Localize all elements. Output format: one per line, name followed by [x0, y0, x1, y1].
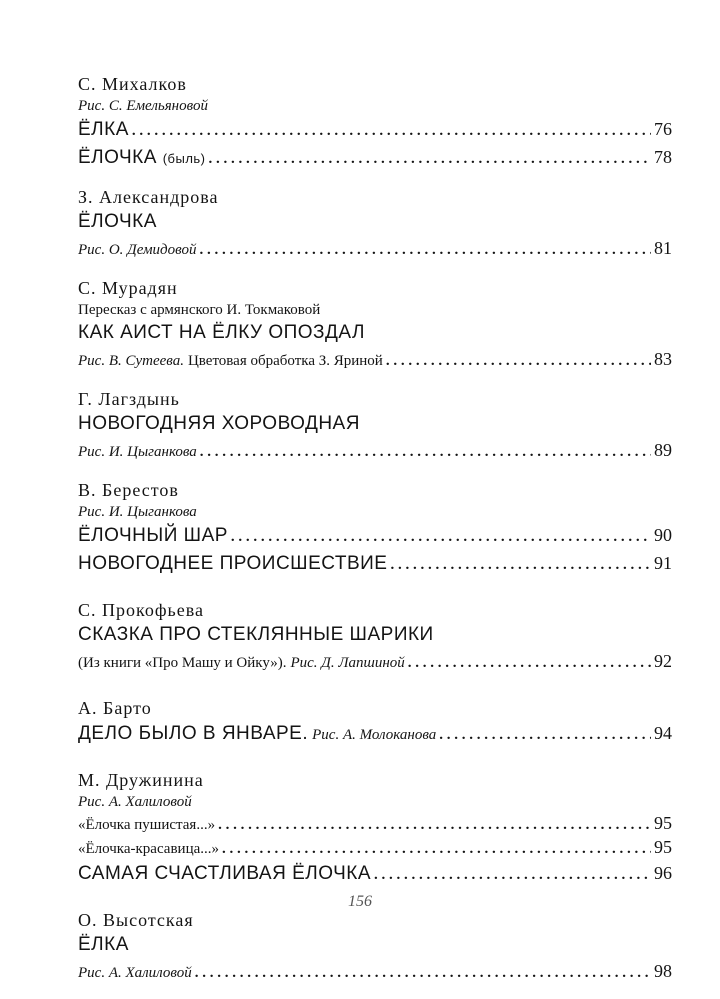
page-number: 156: [348, 893, 372, 910]
translation-note: Пересказ с армянского И. Токмаковой: [78, 302, 321, 318]
page-ref: 94: [654, 723, 672, 743]
dot-leader: [408, 650, 651, 676]
entry-title: САМАЯ СЧАСТЛИВАЯ ЁЛОЧКА: [78, 863, 372, 884]
entry-title: ЁЛОЧНЫЙ ШАР: [78, 525, 228, 546]
dot-leader: [374, 862, 651, 888]
author-name: М. Дружинина: [78, 770, 204, 790]
entry-title: [78, 145, 206, 172]
illustrator-credit: Рис. И. Цыганкова: [78, 504, 197, 520]
toc-section: [78, 72, 672, 172]
entry-title: КАК АИСТ НА ЁЛКУ ОПОЗДАЛ: [78, 322, 365, 343]
credit-line: [78, 650, 405, 676]
page-ref: 95: [654, 837, 672, 857]
author-name: С. Мурадян: [78, 278, 178, 298]
color-credit: Цветовая обработка З. Яриной: [187, 353, 383, 369]
author-name: А. Барто: [78, 698, 152, 718]
illustrator-credit: Рис. О. Демидовой: [78, 242, 197, 258]
illustrator-credit: Рис. Д. Лапшиной: [290, 655, 405, 671]
author-name: С. Михалков: [78, 74, 187, 94]
author-name: Г. Лагздынь: [78, 389, 180, 409]
dot-leader: [439, 722, 651, 748]
toc-section: [78, 598, 672, 676]
dot-leader: [132, 118, 651, 144]
dot-leader: [200, 439, 651, 465]
entry-title: НОВОГОДНЯЯ ХОРОВОДНАЯ: [78, 413, 360, 434]
toc-entry[interactable]: [78, 860, 672, 888]
toc-entry[interactable]: [78, 648, 672, 676]
page-ref: 83: [654, 349, 672, 369]
source-note: (Из книги «Про Машу и Ойку»).: [78, 655, 287, 671]
entry-title: ЁЛОЧКА: [78, 211, 157, 232]
author-name: В. Берестов: [78, 480, 179, 500]
dot-leader: [218, 814, 651, 836]
dot-leader: [199, 237, 651, 263]
entry-title: СКАЗКА ПРО СТЕКЛЯННЫЕ ШАРИКИ: [78, 624, 434, 645]
illustrator-credit: Рис. А. Халиловой: [78, 965, 192, 981]
toc-section: [78, 768, 672, 888]
illustrator-credit: Рис. С. Емельяновой: [78, 98, 208, 114]
page-ref: 96: [654, 863, 672, 883]
toc-section: [78, 908, 672, 986]
toc-section: [78, 696, 672, 748]
dot-leader: [222, 838, 651, 860]
illustrator-credit: Рис. А. Молоканова: [312, 727, 437, 743]
illustrator-credit: Рис. А. Халиловой: [78, 794, 192, 810]
toc-entry[interactable]: [78, 116, 672, 144]
entry-title: «Ёлочка пушистая...»: [78, 817, 216, 833]
page-ref: 89: [654, 440, 672, 460]
page-ref: 81: [654, 238, 672, 258]
toc-entry[interactable]: [78, 812, 672, 836]
page-ref: 90: [654, 525, 672, 545]
page-ref: 98: [654, 961, 672, 981]
toc-section: [78, 478, 672, 578]
entry-subtitle: (быль): [162, 151, 206, 166]
entry-title: ЁЛКА: [78, 934, 129, 955]
toc-entry[interactable]: [78, 144, 672, 172]
toc-section: [78, 276, 672, 374]
page-ref: 95: [654, 813, 672, 833]
toc-entry[interactable]: [78, 550, 672, 578]
toc-section: [78, 185, 672, 263]
illustrator-credit: Рис. И. Цыганкова: [78, 444, 197, 460]
author-name: З. Александрова: [78, 187, 219, 207]
toc-section: [78, 387, 672, 465]
credit-line: [78, 348, 383, 374]
dot-leader: [231, 524, 651, 550]
dot-leader: [209, 146, 651, 172]
entry-line: [78, 721, 436, 748]
entry-title-text: ЁЛОЧКА: [78, 147, 157, 168]
entry-title: НОВОГОДНЕЕ ПРОИСШЕСТВИЕ: [78, 553, 388, 574]
entry-title: «Ёлочка-красавица...»: [78, 841, 220, 857]
illustrator-credit: Рис. В. Сутеева.: [78, 353, 184, 369]
toc-entry[interactable]: [78, 522, 672, 550]
page-ref: 91: [654, 553, 672, 573]
dot-leader: [195, 960, 651, 986]
entry-title: ДЕЛО БЫЛО В ЯНВАРЕ.: [78, 723, 309, 744]
author-name: О. Высотская: [78, 910, 194, 930]
toc-entry[interactable]: [78, 836, 672, 860]
toc-entry[interactable]: [78, 437, 672, 465]
page-ref: 92: [654, 651, 672, 671]
page-ref: 76: [654, 119, 672, 139]
toc-entry[interactable]: [78, 720, 672, 748]
toc-entry[interactable]: [78, 958, 672, 986]
toc-entry[interactable]: [78, 235, 672, 263]
page-ref: 78: [654, 147, 672, 167]
table-of-contents: [78, 72, 672, 999]
author-name: С. Прокофьева: [78, 600, 204, 620]
dot-leader: [386, 348, 651, 374]
dot-leader: [390, 552, 651, 578]
toc-entry[interactable]: [78, 346, 672, 374]
entry-title: ЁЛКА: [78, 119, 129, 140]
